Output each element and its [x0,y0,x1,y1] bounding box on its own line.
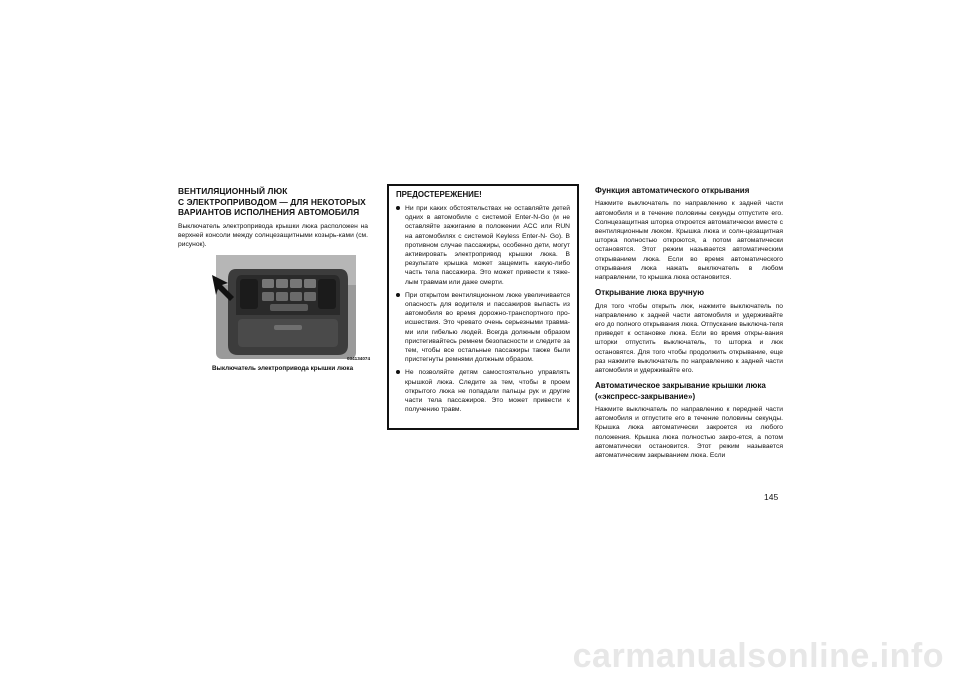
heading-line: ВАРИАНТОВ ИСПОЛНЕНИЯ АВТОМОБИЛЯ [178,207,360,218]
section-sunroof-intro [178,186,368,373]
warning-item [396,204,570,287]
figure-code: 034134074 [347,356,370,362]
warning-text: Не позволяйте детям самостоятельно управлять крышкой люка. Следите за тем, чтобы в проем открытого люка не попадали пальцы рук и другие части тела пассажиров. Это может привести к получению травм. [405,369,570,414]
heading-line: ВЕНТИЛЯЦИОННЫЙ ЛЮК [178,186,288,196]
subsection-heading: Функция автоматического открывания [595,186,750,195]
figure-caption: Выключатель электропривода крышки люка [212,365,354,373]
watermark [0,636,960,678]
subsection-heading: Автоматическое закрывание крышки люка («экспресс-закрывание») [595,381,766,401]
intro-paragraph: Выключатель электропривода крышки люка расположен на верхней консоли между солнцезащитными козырь-ками (см. рисунок). [178,222,368,249]
bullet-icon [396,293,400,297]
warning-text: Ни при каких обстоятельствах не оставляйте детей одних в автомобиле с системой Enter-N-Go (и не оставляйте зажигание в положении ACC или RUN на автомобилях с системой Keyless Enter-N- Go). В противном случае пассажиры, особенно дети, могут активировать электропривод крышки люка. В результате крышка может защемить какую-либо часть тела пассажира. Это может привести к тяже-лым травмам или даже смерти. [405,205,570,286]
bullet-icon [396,370,400,374]
overhead-console-figure [208,255,368,365]
subsection-paragraph: Нажмите выключатель по направлению к передней части автомобиля и отпустите его в течение половины секунды. Крышка люка автоматически закроется из любого положения. Крышка люка полностью закро-ется, а потом автоматически остановится. Этот режим называется автоматическим закрыванием люка. Если [595,406,783,460]
warning-box [387,184,579,430]
overhead-console-photo [208,255,368,365]
section-heading [178,186,368,218]
subsection-paragraph: Нажмите выключатель по направлению к задней части автомобиля и в течение половины секунды отпустите его. Солнцезащитная шторка откроется автоматически вместе с вентиляционным люком. Крышка люка и солн-цезащитная шторка полностью откроются, а потом автоматически остановятся. Этот режим называется автоматическим открыванием люка. Если во время автоматического открывания люка нажать выключатель в любом направлении, то крышка люка остановится. [595,200,783,282]
page-number: 145 [764,492,779,502]
warning-item [396,291,570,365]
warning-item [396,368,570,414]
watermark-text: carmanualsonline.info [572,637,944,675]
warning-text: При открытом вентиляционном люке увеличивается опасность для водителя и пассажиров выпасть из автомобиля во время дорожно-транспортного про-исшествия. Это чревато очень серьезными травма-ми или гибелью людей. Всегда должным образом пристегивайтесь ремнем безопасности и следите за тем, чтобы все остальные пассажиры также были пристегнуты ремнями должным образом. [405,291,570,364]
section-sunroof-operation [595,186,783,464]
warning-list [396,204,570,414]
heading-line: С ЭЛЕКТРОПРИВОДОМ — ДЛЯ НЕКОТОРЫХ [178,196,366,207]
warning-title: ПРЕДОСТЕРЕЖЕНИЕ! [396,190,482,199]
subsection-heading: Открывание люка вручную [595,288,705,298]
subsection-paragraph: Для того чтобы открыть люк, нажмите выключатель по направлению к задней части автомобиля и удерживайте его до полного открывания люка. Отпускание выключа-теля приведет к остановке люка. Если во время откры-вания шторки отпустить выключатель, то шторка и люк остановятся. Для того чтобы продолжить открывание, еще раз нажмите выключатель по направлению к задней части автомобиля и удерживайте его. [595,302,783,375]
bullet-icon [396,206,400,210]
